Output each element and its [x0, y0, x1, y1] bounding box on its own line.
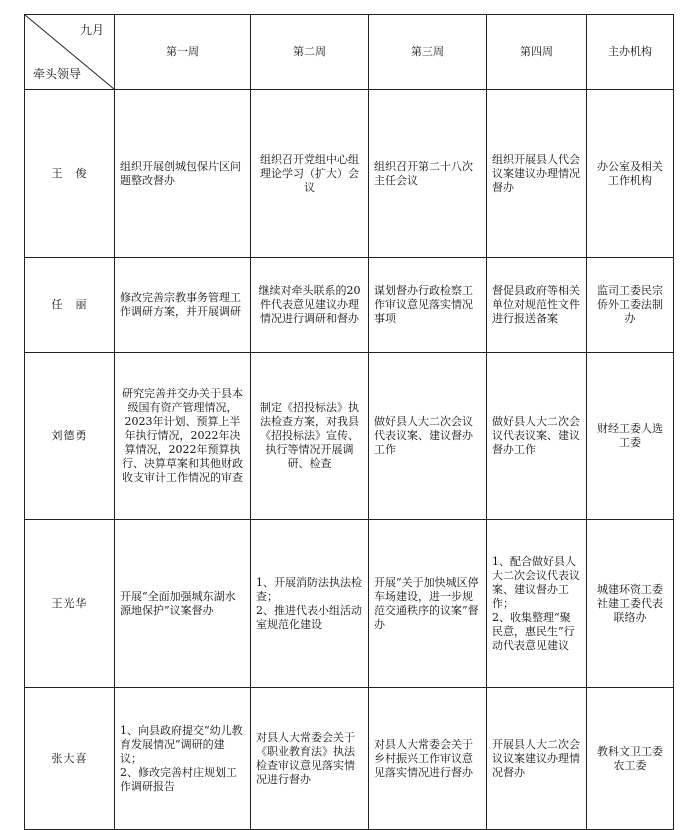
table-row: [25, 353, 674, 520]
week-4-task: 组织开展县人代会议案建议办理情况督办: [487, 90, 587, 258]
org-header: 主办机构: [587, 15, 674, 90]
host-organization: 办公室及相关工作机构: [587, 90, 674, 258]
week-2-task: 继续对牵头联系的20件代表意见建议办理情况进行调研和督办: [251, 258, 369, 353]
table-row: [25, 688, 674, 830]
leader-name: 王 俊: [25, 90, 115, 258]
week-2-task: 组织召开党组中心组理论学习（扩大）会议: [251, 90, 369, 258]
table-row: [25, 90, 674, 258]
host-organization: 监司工委民宗侨外工委法制办: [587, 258, 674, 353]
week-2-task: 制定《招投标法》执法检查方案，对我县《招投标法》宣传、执行等情况开展调研、检查: [251, 353, 369, 520]
host-organization: 财经工委人选工委: [587, 353, 674, 520]
week-2-task: 对县人大常委会关于《职业教育法》执法检查审议意见落实情况进行督办: [251, 688, 369, 830]
leader-name: 任 丽: [25, 258, 115, 353]
week-1-header: 第一周: [115, 15, 251, 90]
week-1-task: 研究完善并交办关于县本级国有资产管理情况，2023年计划、预算上半年执行情况，2022年决算情况，2022年预算执行、决算草案和其他财政收支审计工作情况的审查: [115, 353, 251, 520]
week-4-task: 开展县人大二次会议议案建议办理情况督办: [487, 688, 587, 830]
week-1-task: 1、向县政府提交“幼儿教育发展情况”调研的建议； 2、修改完善村庄规划工作调研报告: [115, 688, 251, 830]
corner-leader-label: 牵头领导: [33, 67, 82, 81]
leader-name: 王光华: [25, 520, 115, 688]
week-2-header: 第二周: [251, 15, 369, 90]
leader-name: 张大喜: [25, 688, 115, 830]
week-4-task: 做好县人大二次会议代表议案、建议督办工作: [487, 353, 587, 520]
week-1-task: 组织开展创城包保片区问题整改督办: [115, 90, 251, 258]
host-organization: 城建环资工委社建工委代表联络办: [587, 520, 674, 688]
week-4-task: 督促县政府等相关单位对规范性文件进行报送备案: [487, 258, 587, 353]
work-schedule-table: [24, 14, 674, 830]
week-2-task: 1、开展消防法执法检查； 2、推进代表小组活动室规范化建设: [251, 520, 369, 688]
table-row: [25, 258, 674, 353]
week-3-task: 组织召开第二十八次主任会议: [369, 90, 487, 258]
week-1-task: 开展“全面加强城东湖水源地保护”议案督办: [115, 520, 251, 688]
week-3-task: 对县人大常委会关于乡村振兴工作审议意见落实情况进行督办: [369, 688, 487, 830]
corner-header-cell: [25, 15, 115, 90]
week-4-header: 第四周: [487, 15, 587, 90]
leader-name: 刘德勇: [25, 353, 115, 520]
table-row: [25, 520, 674, 688]
week-3-header: 第三周: [369, 15, 487, 90]
week-3-task: 开展“关于加快城区停车场建设，进一步规范交通秩序的议案”督办: [369, 520, 487, 688]
header-row: [25, 15, 674, 90]
host-organization: 教科文卫工委农工委: [587, 688, 674, 830]
week-3-task: 做好县人大二次会议代表议案、建议督办工作: [369, 353, 487, 520]
week-1-task: 修改完善宗教事务管理工作调研方案，并开展调研: [115, 258, 251, 353]
week-3-task: 谋划督办行政检察工作审议意见落实情况事项: [369, 258, 487, 353]
week-4-task: 1、配合做好县人大二次会议代表议案、建议督办工作； 2、收集整理“聚民意，惠民生”行动代表意见建议: [487, 520, 587, 688]
corner-month-label: 九月: [79, 23, 104, 37]
